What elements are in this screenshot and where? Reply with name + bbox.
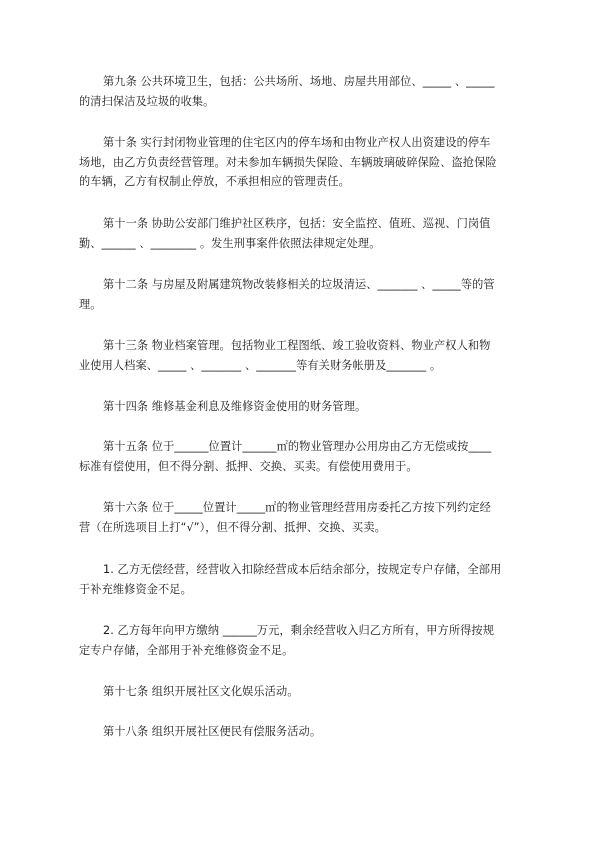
article-18-line-1: 第十八条 组织开展社区便民有偿服务活动。 (103, 725, 322, 738)
article-14 (79, 397, 525, 417)
article-10-line-2: 场地，由乙方负责经营管理。对未参加车辆损失保险、车辆玻璃破碎保险、盗抢保险 (79, 155, 497, 169)
article-9 (79, 72, 525, 111)
article-15 (79, 437, 525, 476)
article-17-line-1: 第十七条 组织开展社区文化娱乐活动。 (103, 685, 299, 698)
article-13-line-1: 第十三条 物业档案管理。包括物业工程图纸、竣工验收资料、物业产权人和物 (103, 339, 491, 352)
article-13 (79, 336, 525, 375)
article-16-item-2 (79, 621, 525, 660)
item-1-line-2: 于补充维修资金不足。 (79, 582, 192, 596)
article-9-line-2: 的清扫保洁及垃圾的收集。 (79, 94, 215, 108)
article-10 (79, 133, 525, 192)
article-10-line-1: 第十条 实行封闭物业管理的住宅区内的停车场和由物业产权人出资建设的停车 (103, 136, 491, 149)
article-13-line-2: 业使用人档案、_____ 、_______ 、_______等有关财务帐册及_______ 。 (79, 358, 442, 372)
item-2-line-1: 2. 乙方每年向甲方缴纳 ______万元，剩余经营收入归乙方所有，甲方所得按规 (103, 624, 494, 637)
article-12-line-2: 理。 (79, 297, 102, 311)
article-15-line-1: 第十五条 位于______位置计______㎡的物业管理办公用房由乙方无偿或按____ (103, 440, 492, 453)
article-11 (79, 214, 525, 253)
article-15-line-2: 标准有偿使用，但不得分割、抵押、交换、买卖。有偿使用费用于。 (79, 459, 418, 473)
item-2-line-2: 定专户存储，全部用于补充维修资金不足。 (79, 643, 294, 657)
article-9-line-1: 第九条 公共环境卫生，包括：公共场所、场地、房屋共用部位、_____ 、_____ (103, 75, 495, 88)
article-14-line-1: 第十四条 维修基金利息及维修资金使用的财务管理。 (103, 400, 367, 413)
article-16-item-1 (79, 560, 525, 599)
article-16-line-2: 营（在所选项目上打“√”），但不得分割、抵押、交换、买卖。 (79, 520, 386, 534)
article-12-line-1: 第十二条 与房屋及附属建筑物改装修相关的垃圾清运、_______ 、_____等的管 (103, 278, 495, 291)
article-16 (79, 498, 525, 537)
article-16-line-1: 第十六条 位于_____位置计_____㎡的物业管理经营用房委托乙方按下列约定经 (103, 501, 491, 514)
article-11-line-2: 勤、______ 、________ 。发生刑事案件依照法律规定处理。 (79, 236, 381, 250)
article-18 (79, 722, 525, 742)
article-17 (79, 682, 525, 702)
article-10-line-3: 的车辆，乙方有权制止停放，不承担相应的管理责任。 (79, 175, 350, 188)
article-12 (79, 275, 525, 314)
article-11-line-1: 第十一条 协助公安部门维护社区秩序，包括：安全监控、值班、巡视、门岗值 (103, 217, 491, 230)
item-1-line-1: 1. 乙方无偿经营，经营收入扣除经营成本后结余部分，按规定专户存储，全部用 (103, 563, 502, 576)
